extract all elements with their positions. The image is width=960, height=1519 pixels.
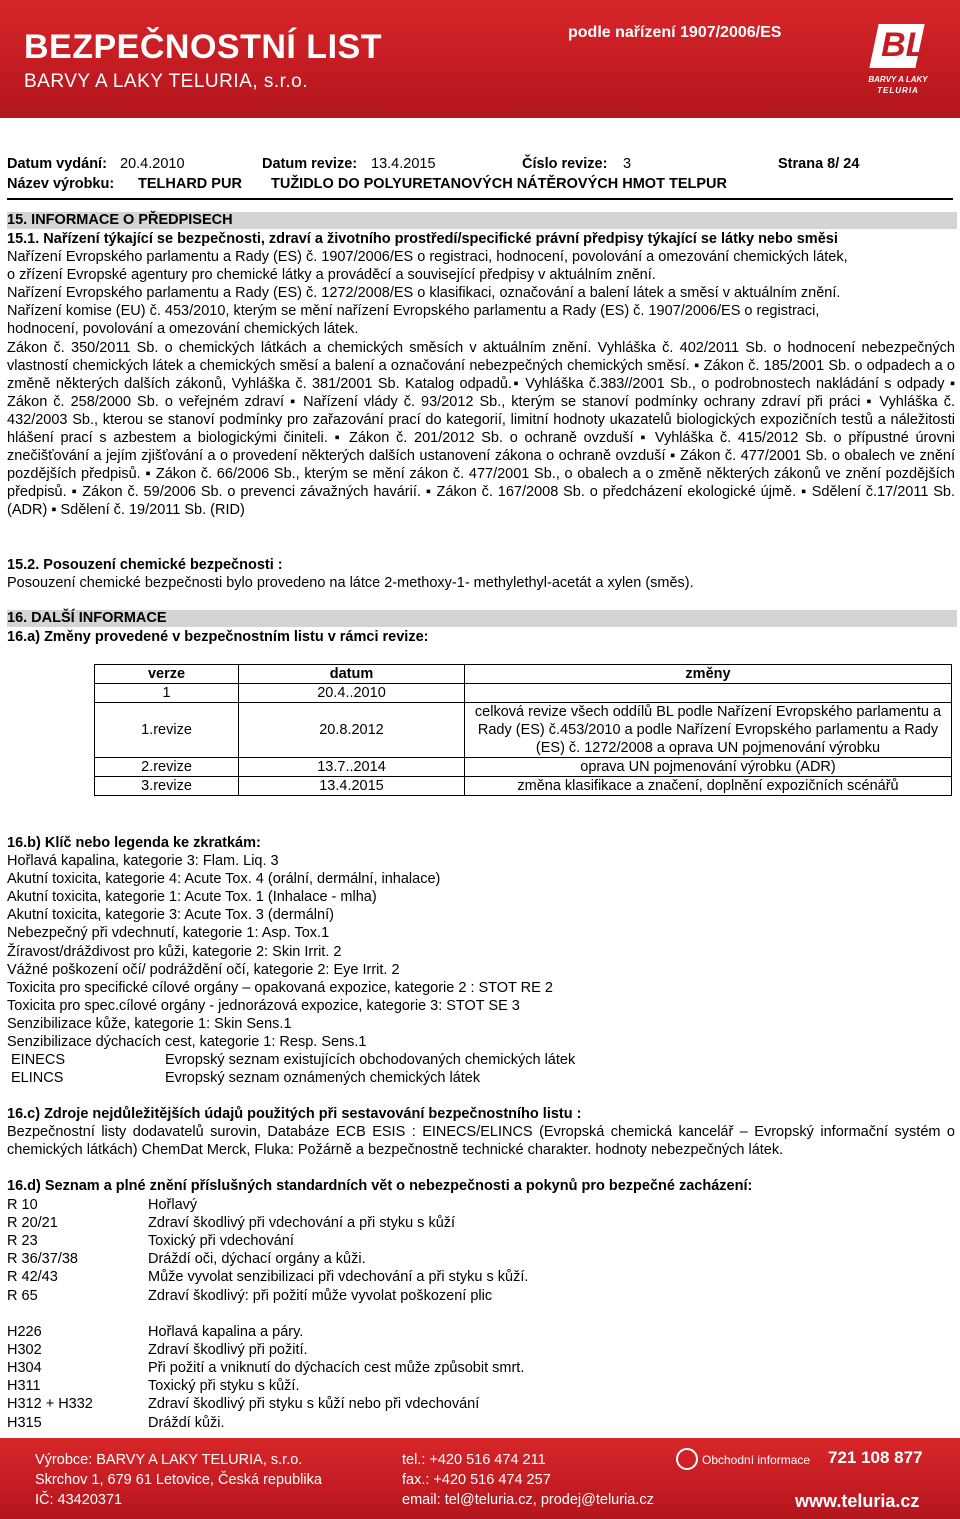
phrase-code: R 65 [7, 1287, 38, 1304]
footer-tel: tel.: +420 516 474 211 [402, 1452, 546, 1468]
abbr-einecs [7, 1051, 947, 1069]
phrase-text: Dráždí oči, dýchací orgány a kůži. [148, 1251, 366, 1268]
col-header-version: verze [95, 665, 239, 684]
phrase-row [7, 1232, 947, 1250]
legend-line: Akutní toxicita, kategorie 1: Acute Tox. 1 (Inhalace - mlha) [7, 889, 377, 906]
section-16c-text: Bezpečnostní listy dodavatelů surovin, Databáze ECB ESIS : EINECS/ELINCS (Evropská chemická kancelář – Evropský informační systém o chemických látkách) ChemDat Merck, Fluka: Požárně a bezpečnostně technické charakter. hodnoty nebezpečných látek. [7, 1124, 955, 1159]
col-header-changes: změny [465, 665, 952, 684]
phrase-code: H315 [7, 1414, 42, 1431]
section-16a-title: 16.a) Změny provedené v bezpečnostním listu v rámci revize: [7, 629, 429, 645]
phrase-row [7, 1250, 947, 1268]
regulation-line-1: Nařízení Evropského parlamentu a Rady (ES) č. 1907/2006/ES o registraci, hodnocení, povolování a omezování chemických látek, [7, 249, 848, 266]
phrase-row [7, 1341, 947, 1359]
footer-fax: fax.: +420 516 474 257 [402, 1472, 551, 1488]
hotline-label: Obchodní informace [702, 1453, 811, 1467]
abbr-elincs [7, 1069, 947, 1087]
abbr-value: Evropský seznam oznámených chemických látek [165, 1070, 481, 1086]
footer-address: Skrchov 1, 679 61 Letovice, Česká republika [35, 1472, 322, 1488]
regulation-label: podle nařízení 1907/2006/ES [568, 24, 782, 41]
section-16b [7, 834, 955, 1051]
cell-changes: celková revize všech oddílů BL podle Nařízení Evropského parlamentu a Rady (ES) č.453/2010 a podle Nařízení Evropského parlamentu a Rady (ES) č. 1272/2008 a oprava UN pojmenování výrobku [465, 703, 952, 758]
phone-icon [676, 1448, 698, 1470]
legend-line: Toxicita pro spec.cílové orgány - jednorázová expozice, kategorie 3: STOT SE 3 [7, 997, 520, 1014]
cell-date: 20.4..2010 [239, 684, 465, 703]
phrase-text: Toxický při vdechování [148, 1233, 294, 1250]
cell-date: 13.4.2015 [239, 777, 465, 796]
phrase-code: R 10 [7, 1197, 38, 1213]
phrase-row [7, 1196, 947, 1214]
revision-table-header [95, 665, 952, 684]
phrase-code: R 42/43 [7, 1269, 58, 1286]
phrase-code: R 23 [7, 1233, 38, 1250]
info-row-dates [7, 156, 953, 174]
cell-changes: změna klasifikace a značení, doplnění expozičních scénářů [465, 777, 952, 796]
revision-number-value: 3 [623, 156, 632, 172]
phrase-row [7, 1323, 947, 1341]
phrase-code: H304 [7, 1360, 42, 1377]
phrase-text: Při požití a vniknutí do dýchacích cest může způsobit smrt. [148, 1360, 525, 1377]
product-description: TUŽIDLO DO POLYURETANOVÝCH NÁTĚROVÝCH HMOT TELPUR [271, 176, 727, 192]
phrase-text: Zdraví škodlivý při požití. [148, 1342, 308, 1359]
regulation-line-5: hodnocení, povolování a omezování chemických látek. [7, 321, 359, 338]
section-15-2 [7, 556, 955, 592]
table-row [95, 758, 952, 777]
phrase-code: R 36/37/38 [7, 1251, 78, 1268]
regulation-line-4: Nařízení komise (EU) č. 453/2010, kterým se mění nařízení Evropského parlamentu a Rady (ES) č. 1907/2006/ES o registraci, [7, 303, 820, 320]
section-15-heading: 15. INFORMACE O PŘEDPISECH [7, 212, 957, 229]
revision-date-value: 13.4.2015 [371, 156, 436, 172]
section-15-2-text: Posouzení chemické bezpečnosti bylo provedeno na látce 2-methoxy-1- methylethyl-acetát a xylen (směs). [7, 575, 694, 592]
cell-date: 20.8.2012 [239, 703, 465, 758]
phrase-text: Zdraví škodlivý při styku s kůží nebo při vdechování [148, 1396, 480, 1413]
cell-version: 1.revize [95, 703, 239, 758]
company-name: BARVY A LAKY TELURIA, s.r.o. [24, 71, 309, 92]
abbr-key: EINECS [11, 1052, 65, 1068]
cell-date: 13.7..2014 [239, 758, 465, 777]
cell-version: 3.revize [95, 777, 239, 796]
legend-line: Senzibilizace dýchacích cest, kategorie 1: Resp. Sens.1 [7, 1034, 367, 1051]
footer-ic: IČ: 43420371 [35, 1492, 123, 1508]
section-16c [7, 1105, 955, 1159]
table-row [95, 777, 952, 796]
hotline-number: 721 108 877 [828, 1448, 923, 1467]
page-number: Strana 8/ 24 [778, 156, 860, 172]
header-divider [7, 198, 953, 200]
section-16-heading: 16. DALŠÍ INFORMACE [7, 610, 957, 627]
legend-line: Toxicita pro specifické cílové orgány – opakovaná expozice, kategorie 2 : STOT RE 2 [7, 979, 553, 996]
company-logo [858, 24, 938, 104]
phrase-text: Toxický při styku s kůží. [148, 1378, 300, 1395]
phrase-code: H302 [7, 1342, 42, 1359]
revision-table [94, 664, 952, 796]
legend-line: Vážné poškození očí/ podráždění očí, kategorie 2: Eye Irrit. 2 [7, 961, 400, 978]
revision-date-label: Datum revize: [262, 156, 358, 172]
phrase-code: R 20/21 [7, 1215, 58, 1232]
phrase-row [7, 1414, 947, 1432]
legend-line: Žíravost/dráždivost pro kůži, kategorie 2: Skin Irrit. 2 [7, 943, 342, 960]
logo-mark: BL [869, 24, 924, 68]
footer-website[interactable]: www.teluria.cz [795, 1491, 920, 1511]
section-16d-title: 16.d) Seznam a plné znění příslušných standardních vět o nebezpečnosti a pokynů pro bezpečné zacházení: [7, 1178, 753, 1194]
phrase-text: Dráždí kůži. [148, 1414, 225, 1431]
phrase-code: H226 [7, 1324, 42, 1340]
logo-line2: TELURIA [877, 86, 919, 95]
legend-line: Akutní toxicita, kategorie 4: Acute Tox. 4 (orální, dermální, inhalace) [7, 871, 441, 888]
issue-date-value: 20.4.2010 [120, 156, 185, 172]
legend-line: Akutní toxicita, kategorie 3: Acute Tox. 3 (dermální) [7, 907, 334, 924]
phrase-text: Zdraví škodlivý při vdechování a při styku s kůží [148, 1215, 456, 1232]
legend-line: Senzibilizace kůže, kategorie 1: Skin Sens.1 [7, 1015, 292, 1032]
document-title: BEZPEČNOSTNÍ LIST [24, 28, 382, 66]
col-header-date: datum [239, 665, 465, 684]
phrase-row [7, 1287, 947, 1305]
phrase-text: Může vyvolat senzibilizaci při vdechování a při styku s kůží. [148, 1269, 529, 1286]
regulation-line-2: o zřízení Evropské agentury pro chemické látky a prováděcí a související předpisy v aktuálním znění. [7, 267, 656, 284]
table-row [95, 703, 952, 758]
header-banner [0, 0, 960, 118]
info-row-product [7, 176, 953, 194]
abbr-value: Evropský seznam existujících obchodovaných chemických látek [165, 1052, 576, 1068]
legend-line: Nebezpečný při vdechnutí, kategorie 1: Asp. Tox.1 [7, 925, 330, 942]
phrase-text: Hořlavý [148, 1197, 198, 1213]
footer [0, 1438, 960, 1519]
national-laws-text: Zákon č. 350/2011 Sb. o chemických látkách a chemických směsích v aktuálním znění. Vyhláška č. 402/2011 Sb. o hodnocení nebezpečných vlastností chemických látek a chemických směsí a balení a označování nebezpečných chemických směsí. ▪ Zákon č. 185/2001 Sb. o odpadech a o změně některých dalších zákonů, Vyhláška č. 381/2001 Sb. Katalog odpadů.▪ Vyhláška č.383//2001 Sb., o podrobnostech nakládání s odpady ▪ Zákon č. 258/2000 Sb. o veřejném zdraví ▪ Nařízení vlády č. 93/2012 Sb., kterým se stanoví podmínky ochrany zdraví při práci ▪ Vyhláška č. 432/2003 Sb., kterou se stanoví podmínky pro zařazování prací do kategorií, limitní hodnoty ukazatelů biologických expozičních testů a náležitosti hlášení prací s azbestem a biologickými činiteli. ▪ Zákon č. 201/2012 Sb. o ochraně ovzduší ▪ Vyhláška č. 415/2012 Sb. o přípustné úrovni znečišťování a jejím zjišťování a o provedení některých dalších ustanovení zákona o ochraně ovzduší ▪ Zákon č. 477/2001 Sb. o obalech ve znění pozdějších předpisů. ▪ Zákon č. 66/2006 Sb., kterým se mění zákon č. 477/2001 Sb., o obalech a o změně některých zákonů ve znění pozdějších předpisů. ▪ Zákon č. 59/2006 Sb. o prevenci závažných havárií. ▪ Zákon č. 167/2008 Sb. o předcházení ekologické újmě. ▪ Sdělení č.17/2011 Sb. (ADR) ▪ Sdělení č. 19/2011 Sb. (RID) [7, 339, 955, 519]
legend-line: Hořlavá kapalina, kategorie 3: Flam. Liq. 3 [7, 853, 279, 870]
phrase-text: Hořlavá kapalina a páry. [148, 1324, 304, 1340]
section-16c-title: 16.c) Zdroje nejdůležitějších údajů použitých při sestavování bezpečnostního listu : [7, 1106, 582, 1122]
section-15-1-title: 15.1. Nařízení týkající se bezpečnosti, zdraví a životního prostředí/specifické právní předpisy týkající se látky nebo směsi [7, 231, 838, 247]
issue-date-label: Datum vydání: [7, 156, 107, 172]
cell-changes: oprava UN pojmenování výrobku (ADR) [465, 758, 952, 777]
cell-version: 1 [95, 684, 239, 703]
regulation-line-3: Nařízení Evropského parlamentu a Rady (ES) č. 1272/2008/ES o klasifikaci, označování a balení látek a směsí v aktuálním znění. [7, 285, 841, 302]
phrase-text: Zdraví škodlivý: při požití může vyvolat poškození plic [148, 1287, 493, 1304]
cell-version: 2.revize [95, 758, 239, 777]
phrase-code: H312 + H332 [7, 1396, 93, 1413]
table-row [95, 684, 952, 703]
phrase-row [7, 1268, 947, 1286]
logo-line1: BARVY A LAKY [868, 75, 928, 84]
product-name-label: Název výrobku: [7, 176, 115, 192]
section-15-2-title: 15.2. Posouzení chemické bezpečnosti : [7, 557, 283, 573]
section-16b-title: 16.b) Klíč nebo legenda ke zkratkám: [7, 835, 261, 851]
cell-changes [465, 684, 952, 703]
section-15-1 [7, 230, 955, 520]
phrase-row [7, 1377, 947, 1395]
footer-email[interactable]: email: tel@teluria.cz, prodej@teluria.cz [402, 1492, 654, 1508]
phrase-row [7, 1395, 947, 1413]
product-name-value: TELHARD PUR [138, 176, 242, 192]
phrase-row [7, 1359, 947, 1377]
phrase-code: H311 [7, 1378, 41, 1395]
footer-manufacturer: Výrobce: BARVY A LAKY TELURIA, s.r.o. [35, 1452, 303, 1468]
abbr-key: ELINCS [11, 1070, 64, 1086]
revision-number-label: Číslo revize: [522, 156, 608, 172]
phrase-row [7, 1214, 947, 1232]
